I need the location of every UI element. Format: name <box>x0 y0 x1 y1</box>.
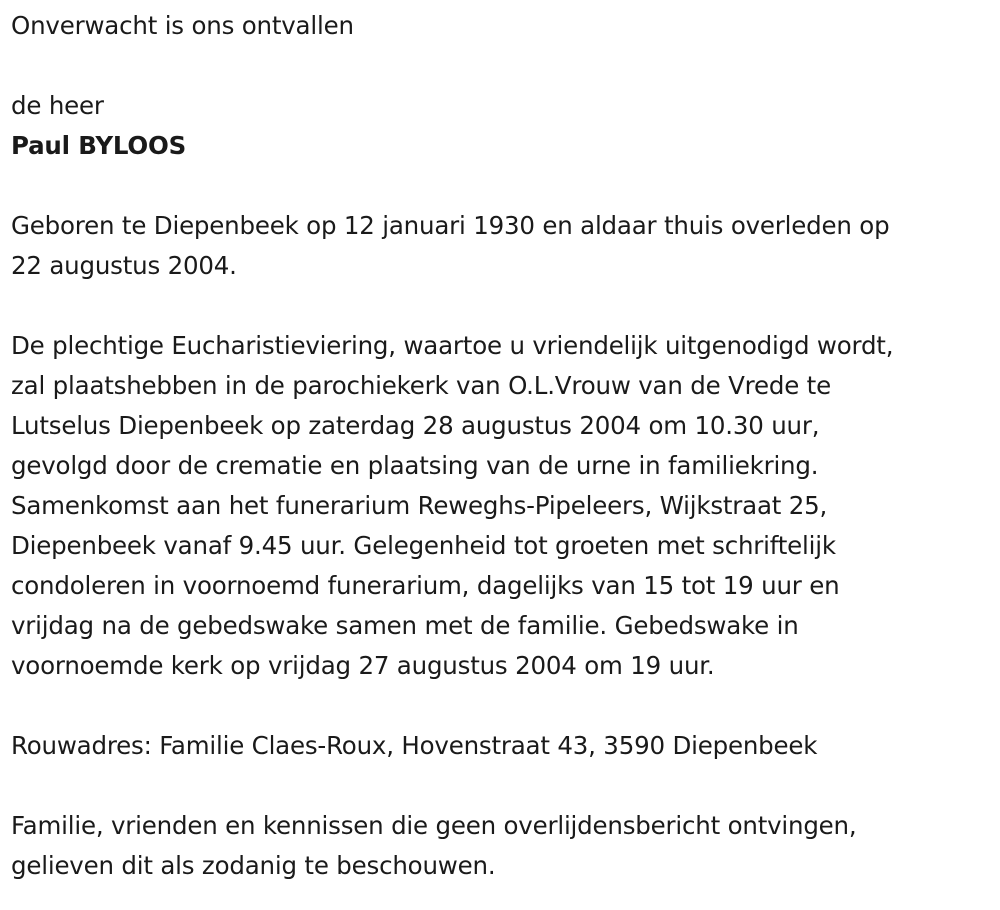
salutation: de heer <box>11 91 104 120</box>
spacer <box>11 766 996 806</box>
spacer <box>11 286 996 326</box>
paragraph-line: Familie, vrienden en kennissen die geen overlijdensbericht ontvingen, <box>11 811 857 840</box>
paragraph-line: Geboren te Diepenbeek op 12 januari 1930 en aldaar thuis overleden op <box>11 211 890 240</box>
spacer <box>11 46 996 86</box>
intro-text: Onverwacht is ons ontvallen <box>11 11 354 40</box>
paragraph-line: Lutselus Diepenbeek op zaterdag 28 augustus 2004 om 10.30 uur, <box>11 411 820 440</box>
spacer <box>11 166 996 206</box>
birth-paragraph <box>11 206 996 286</box>
spacer <box>11 686 996 726</box>
paragraph-line: gelieven dit als zodanig te beschouwen. <box>11 851 496 880</box>
closing-paragraph <box>11 806 996 886</box>
paragraph-line: gevolgd door de crematie en plaatsing van de urne in familiekring. <box>11 451 819 480</box>
paragraph-line: zal plaatshebben in de parochiekerk van O.L.Vrouw van de Vrede te <box>11 371 831 400</box>
paragraph-line: voornoemde kerk op vrijdag 27 augustus 2004 om 19 uur. <box>11 651 715 680</box>
paragraph-line: condoleren in voornoemd funerarium, dagelijks van 15 tot 19 uur en <box>11 571 840 600</box>
paragraph-line: Diepenbeek vanaf 9.45 uur. Gelegenheid tot groeten met schriftelijk <box>11 531 836 560</box>
death-notice <box>11 0 996 886</box>
mourning-address: Rouwadres: Familie Claes-Roux, Hovenstraat 43, 3590 Diepenbeek <box>11 731 818 760</box>
paragraph-line: De plechtige Eucharistieviering, waartoe u vriendelijk uitgenodigd wordt, <box>11 331 894 360</box>
paragraph-line: Samenkomst aan het funerarium Reweghs-Pipeleers, Wijkstraat 25, <box>11 491 828 520</box>
paragraph-line: 22 augustus 2004. <box>11 251 237 280</box>
ceremony-paragraph <box>11 326 996 686</box>
paragraph-line: vrijdag na de gebedswake samen met de familie. Gebedswake in <box>11 611 799 640</box>
deceased-name: Paul BYLOOS <box>11 131 187 160</box>
